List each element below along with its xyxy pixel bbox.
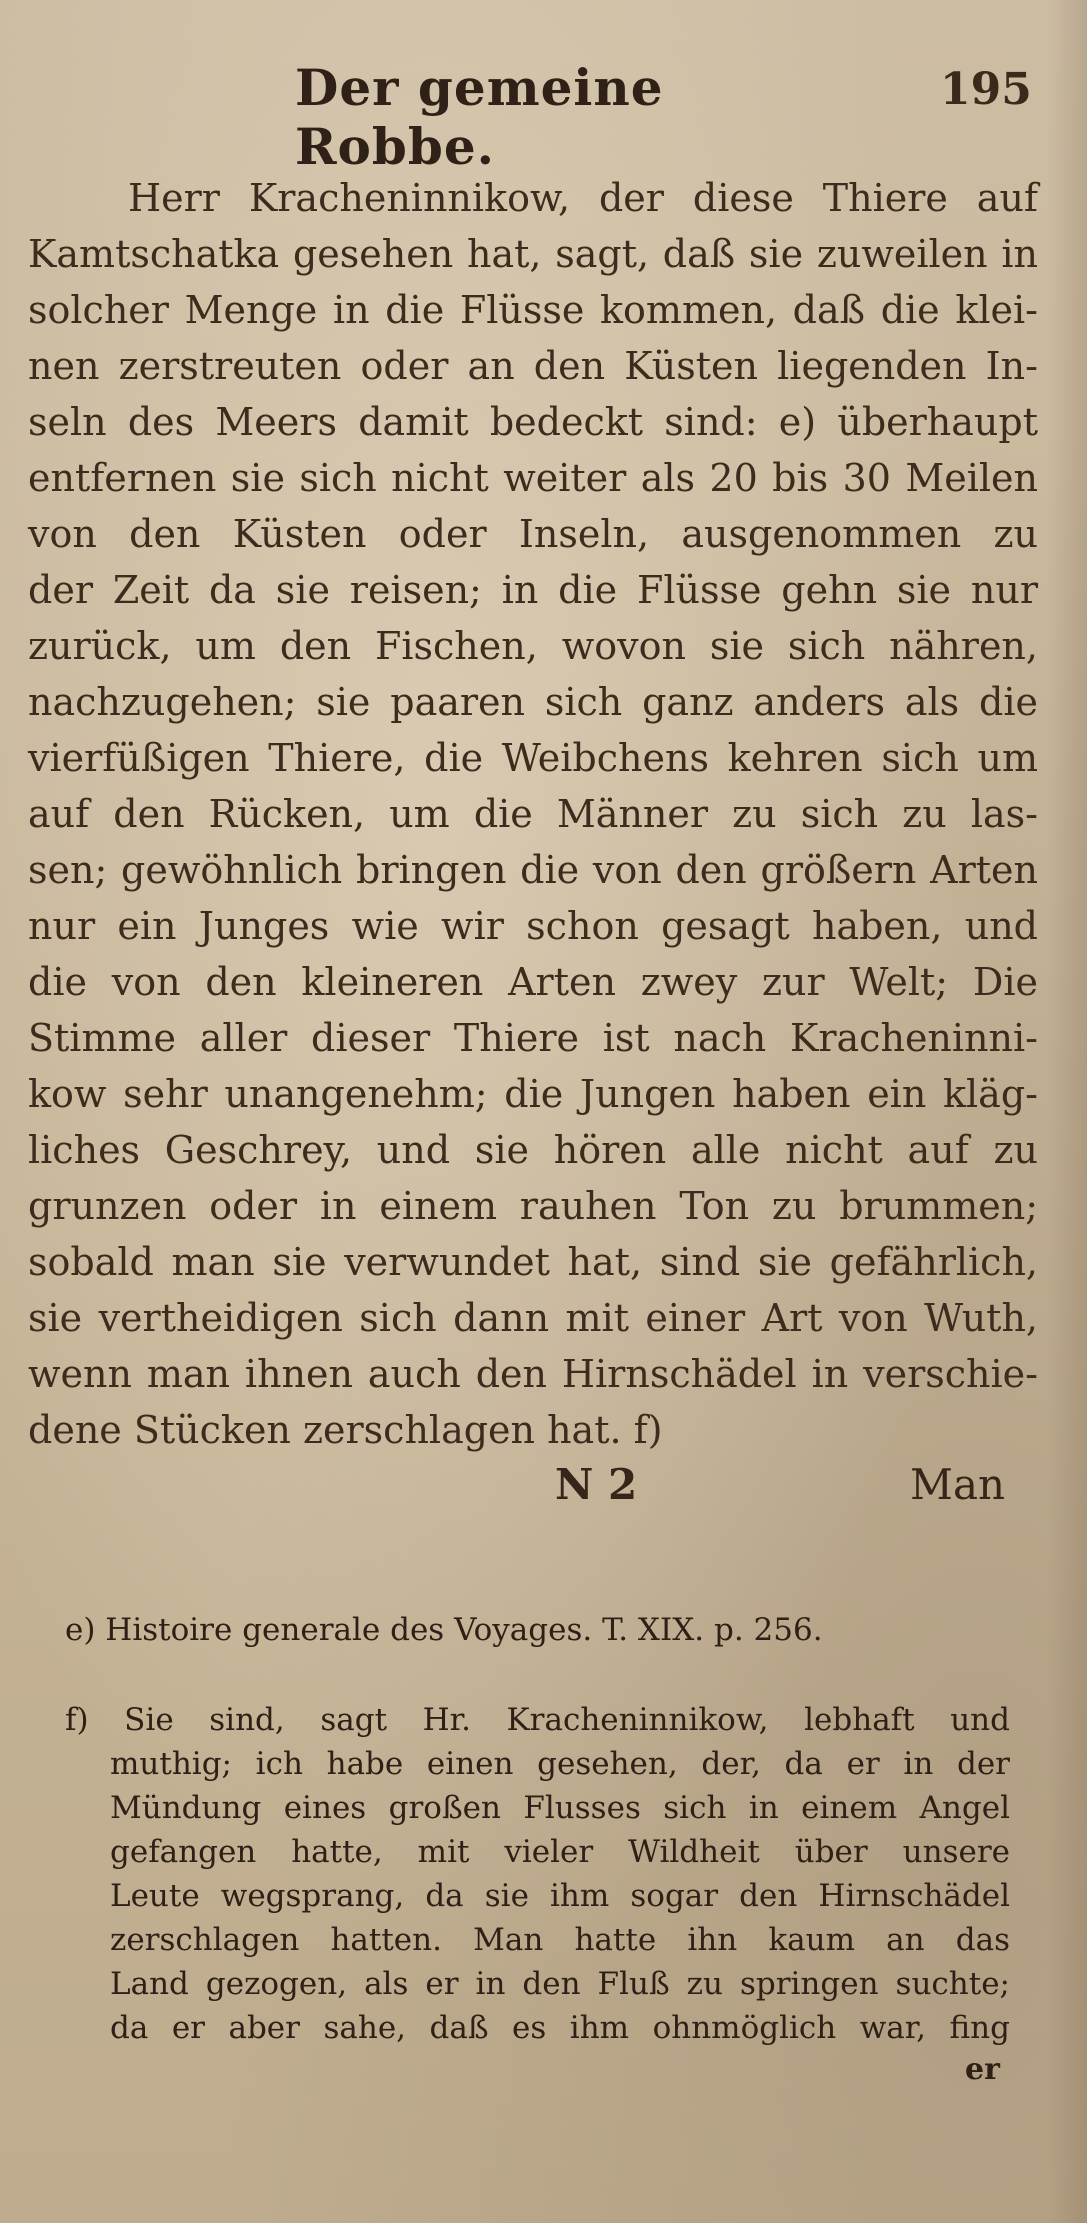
text-line: der Zeit da sie reisen; in die Flüsse gehn sie nur: [28, 568, 1038, 612]
text-line: nachzugehen; sie paaren sich ganz anders als die: [28, 680, 1038, 724]
text-line: solcher Menge in die Flüsse kommen, daß die klei-: [28, 288, 1038, 332]
page-edge-shadow: [1047, 0, 1087, 2223]
text-line: entfernen sie sich nicht weiter als 20 bis 30 Meilen: [28, 456, 1038, 500]
text-line: grunzen oder in einem rauhen Ton zu brummen;: [28, 1184, 1038, 1228]
footnote-f-line: gefangen hatte, mit vieler Wildheit über unsere: [110, 1834, 1010, 1870]
text-line: zurück, um den Fischen, wovon sie sich nähren,: [28, 624, 1038, 668]
text-line: seln des Meers damit bedeckt sind: e) überhaupt: [28, 400, 1038, 444]
text-line: nur ein Junges wie wir schon gesagt haben, und: [28, 904, 1038, 948]
text-line: Stimme aller dieser Thiere ist nach Kracheninni-: [28, 1016, 1038, 1060]
text-line: von den Küsten oder Inseln, ausgenommen zu: [28, 512, 1038, 556]
page-number: 195: [940, 64, 1032, 115]
footnote-f-line: Leute wegsprang, da sie ihm sogar den Hirnschädel: [110, 1878, 1010, 1914]
page-footer-marks: [0, 1460, 1087, 1520]
footnote-f-line: f) Sie sind, sagt Hr. Kracheninnikow, lebhaft und: [65, 1702, 1010, 1738]
footnote-f-line: muthig; ich habe einen gesehen, der, da er in der: [110, 1746, 1010, 1782]
page-header: [0, 58, 1087, 176]
signature-mark: N 2: [555, 1460, 638, 1509]
text-line: sobald man sie verwundet hat, sind sie gefährlich,: [28, 1240, 1038, 1284]
text-line: dene Stücken zerschlagen hat. f): [28, 1408, 663, 1452]
footnotes-block: [65, 1608, 1010, 2050]
text-line: vierfüßigen Thiere, die Weibchens kehren sich um: [28, 736, 1038, 780]
footnote-f-line: da er aber sahe, daß es ihm ohnmöglich war, fing: [110, 2010, 1010, 2046]
footnote-f-line: Land gezogen, als er in den Fluß zu springen suchte;: [110, 1966, 1010, 2002]
catchword: Man: [910, 1460, 1006, 1509]
text-line: wenn man ihnen auch den Hirnschädel in verschie-: [28, 1352, 1038, 1396]
text-line: Herr Kracheninnikow, der diese Thiere auf: [128, 176, 1038, 220]
footnote-f-line: Mündung eines großen Flusses sich in einem Angel: [110, 1790, 1010, 1826]
text-line: liches Geschrey, und sie hören alle nicht auf zu: [28, 1128, 1038, 1172]
text-line: nen zerstreuten oder an den Küsten liegenden In-: [28, 344, 1038, 388]
text-line: auf den Rücken, um die Männer zu sich zu las-: [28, 792, 1038, 836]
main-text-block: [28, 170, 1038, 1458]
footnote-e: e) Histoire generale des Voyages. T. XIX. p. 256.: [65, 1612, 823, 1648]
text-line: sie vertheidigen sich dann mit einer Art von Wuth,: [28, 1296, 1038, 1340]
running-title: Der gemeine Robbe.: [295, 58, 664, 176]
footnote-f-line: zerschlagen hatten. Man hatte ihn kaum an das: [110, 1922, 1010, 1958]
text-line: kow sehr unangenehm; die Jungen haben ein kläg-: [28, 1072, 1038, 1116]
text-line: die von den kleineren Arten zwey zur Welt; Die: [28, 960, 1038, 1004]
footnote-catchword: er: [965, 2052, 1000, 2087]
text-line: Kamtschatka gesehen hat, sagt, daß sie zuweilen in: [28, 232, 1038, 276]
text-line: sen; gewöhnlich bringen die von den größern Arten: [28, 848, 1038, 892]
